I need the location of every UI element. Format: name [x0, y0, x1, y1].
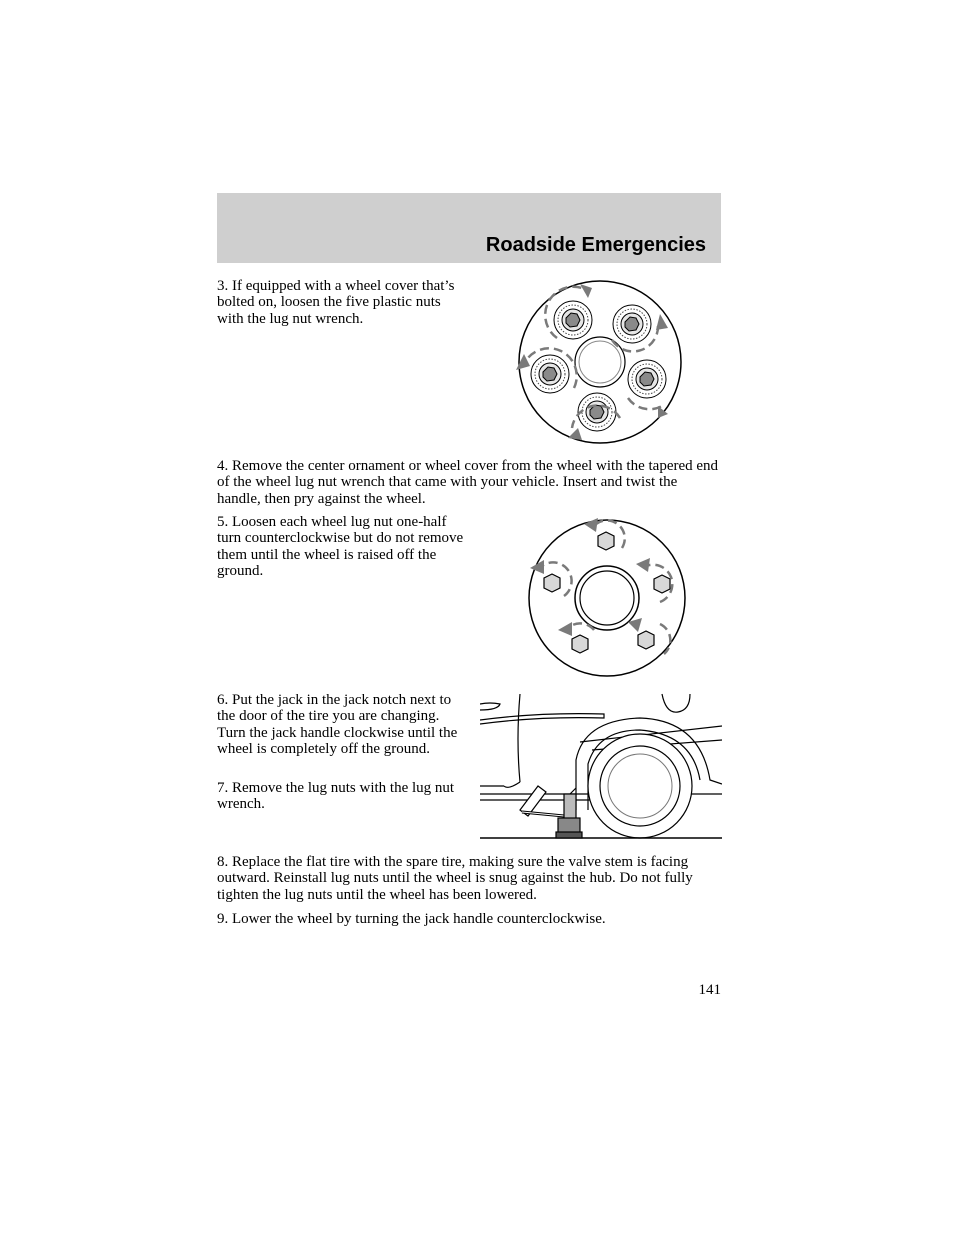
page-number: 141	[698, 982, 721, 998]
section-title: Roadside Emergencies	[485, 234, 706, 256]
wheel-cover-illustration	[512, 278, 688, 446]
step-4-text: 4. Remove the center ornament or wheel cover from the wheel with the tapered end of the wheel lug nut wrench that came with your vehicle. Insert and twist the handle, then pry against the wheel.	[217, 458, 719, 507]
jack-placement-illustration	[480, 690, 722, 842]
step-7-text: 7. Remove the lug nuts with the lug nut wrench.	[217, 780, 455, 813]
step-9-text: 9. Lower the wheel by turning the jack handle counterclockwise.	[217, 911, 606, 927]
step-6-text: 6. Put the jack in the jack notch next to the door of the tire you are changing. Turn the jack handle clockwise until the wheel is completely off the ground.	[217, 692, 458, 758]
section-header-band	[217, 193, 721, 263]
step-5-text: 5. Loosen each wheel lug nut one-half turn counterclockwise but do not remove them until the wheel is raised off the ground.	[217, 514, 464, 580]
step-8-text: 8. Replace the flat tire with the spare tire, making sure the valve stem is facing outward. Reinstall lug nuts until the wheel is snug against the hub. Do not fully tighten the lug nuts until the wheel has been lowered.	[217, 854, 693, 903]
lug-nut-loosening-illustration	[524, 514, 690, 680]
step-3-text: 3. If equipped with a wheel cover that’s bolted on, loosen the five plastic nuts with the lug nut wrench.	[217, 278, 455, 327]
